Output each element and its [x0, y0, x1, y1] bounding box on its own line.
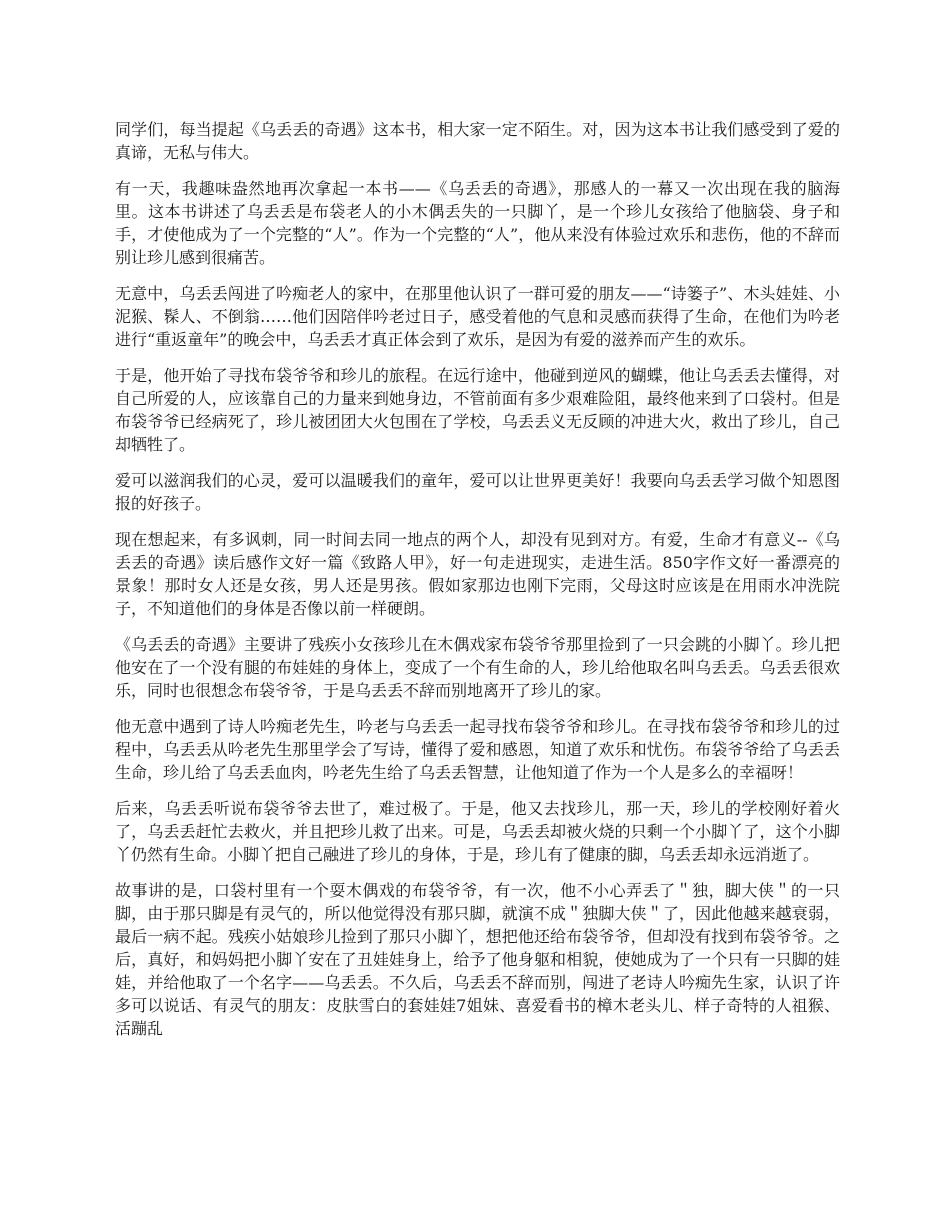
paragraph-3: 无意中，乌丢丢闯进了吟痴老人的家中，在那里他认识了一群可爱的朋友——“诗篓子”、木头娃娃、小泥猴、髹人、不倒翁……他们因陪伴吟老过日子，感受着他的气息和灵感而获得了生命，在他们为吟老进行“重返童年”的晚会中，乌丢丢才真正体会到了欢乐，是因为有爱的滋养而产生的欢乐。	[115, 284, 840, 349]
paragraph-6: 现在想起来，有多讽刺，同一时间去同一地点的两个人，却没有见到对方。有爱，生命才有意义--《乌丢丢的奇遇》读后感作文好一篇《致路人甲》，好一句走进现实，走进生活。850字作文好一番漂亮的景象！那时女人还是女孩，男人还是男孩。假如家那边也刚下完雨，父母这时应该是在用雨水冲洗院子，不知道他们的身体是否像以前一样硬朗。	[115, 530, 840, 618]
article-body	[115, 118, 840, 1053]
paragraph-2: 有一天，我趣味盎然地再次拿起一本书——《乌丢丢的奇遇》，那感人的一幕又一次出现在我的脑海里。这本书讲述了乌丢丢是布袋老人的小木偶丢失的一只脚丫，是一个珍儿女孩给了他脑袋、身子和手，才使他成为了一个完整的“人”。作为一个完整的“人”，他从来没有体验过欢乐和悲伤，他的不辞而别让珍儿感到很痛苦。	[115, 179, 840, 267]
paragraph-9: 后来，乌丢丢听说布袋爷爷去世了，难过极了。于是，他又去找珍儿，那一天，珍儿的学校刚好着火了，乌丢丢赶忙去救火，并且把珍儿救了出来。可是，乌丢丢却被火烧的只剩一个小脚丫了，这个小脚丫仍然有生命。小脚丫把自己融进了珍儿的身体，于是，珍儿有了健康的脚，乌丢丢却永远消逝了。	[115, 799, 840, 864]
paragraph-8: 他无意中遇到了诗人吟痴老先生，吟老与乌丢丢一起寻找布袋爷爷和珍儿。在寻找布袋爷爷和珍儿的过程中，乌丢丢从吟老先生那里学会了写诗，懂得了爱和感恩，知道了欢乐和忧伤。布袋爷爷给了乌丢丢生命，珍儿给了乌丢丢血肉，吟老先生给了乌丢丢智慧，让他知道了作为一个人是多么的幸福呀！	[115, 717, 840, 782]
paragraph-7: 《乌丢丢的奇遇》主要讲了残疾小女孩珍儿在木偶戏家布袋爷爷那里捡到了一只会跳的小脚丫。珍儿把他安在了一个没有腿的布娃娃的身体上，变成了一个有生命的人，珍儿给他取名叫乌丢丢。乌丢丢很欢乐，同时也很想念布袋爷爷，于是乌丢丢不辞而别地离开了珍儿的家。	[115, 635, 840, 700]
paragraph-10: 故事讲的是，口袋村里有一个耍木偶戏的布袋爷爷，有一次，他不小心弄丢了＂独，脚大侠＂的一只脚，由于那只脚是有灵气的，所以他觉得没有那只脚，就演不成＂独脚大侠＂了，因此他越来越衰弱，最后一病不起。残疾小姑娘珍儿捡到了那只小脚丫，想把他还给布袋爷爷，但却没有找到布袋爷爷。之后，真好，和妈妈把小脚丫安在了丑娃娃身上，给予了他身躯和相貌，使她成为了一个只有一只脚的娃娃，并给他取了一个名字——乌丢丢。不久后，乌丢丢不辞而别，闯进了老诗人吟痴先生家，认识了许多可以说话、有灵气的朋友：皮肤雪白的套娃娃7姐妹、喜爱看书的樟木老头儿、样子奇特的人祖猴、活蹦乱	[115, 881, 840, 1038]
paragraph-5: 爱可以滋润我们的心灵，爱可以温暖我们的童年，爱可以让世界更美好！我要向乌丢丢学习做个知恩图报的好孩子。	[115, 471, 840, 513]
paragraph-1: 同学们，每当提起《乌丢丢的奇遇》这本书，相大家一定不陌生。对，因为这本书让我们感受到了爱的真谛，无私与伟大。	[115, 120, 840, 162]
paragraph-4: 于是，他开始了寻找布袋爷爷和珍儿的旅程。在远行途中，他碰到逆风的蝴蝶，他让乌丢丢去懂得，对自己所爱的人，应该靠自己的力量来到她身边，不管前面有多少艰难险阻，最终他来到了口袋村。但是布袋爷爷已经病死了，珍儿被团团大火包围在了学校，乌丢丢义无反顾的冲进大火，救出了珍儿，自己却牺牲了。	[115, 366, 840, 454]
